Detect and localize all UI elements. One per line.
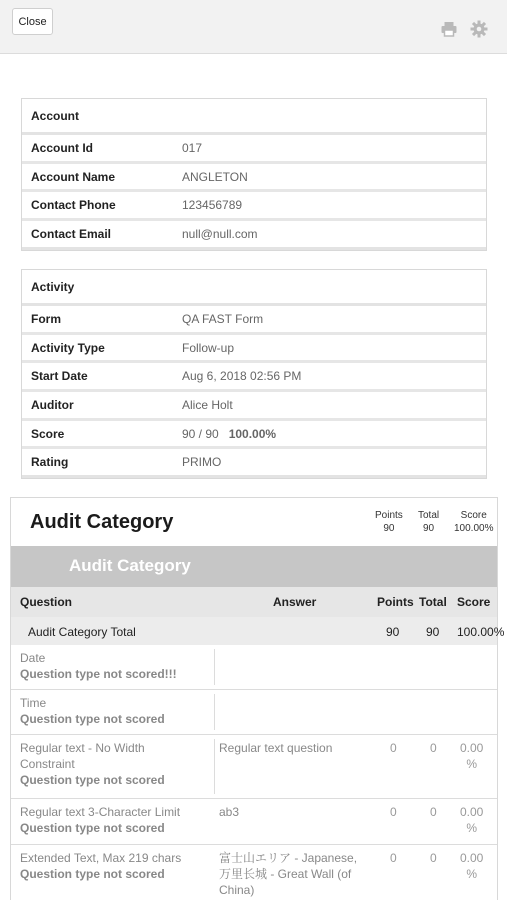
question-text: Regular text 3-Character Limit	[20, 805, 181, 819]
question-row	[11, 845, 497, 900]
total-points: 90	[386, 625, 400, 639]
row-value: PRIMO	[182, 455, 222, 470]
row-label: Contact Email	[31, 226, 112, 241]
summary-score-label: Score	[460, 510, 487, 521]
question-cell	[20, 850, 212, 882]
question-text: Extended Text, Max 219 chars	[20, 851, 182, 865]
account-header: Account	[22, 99, 486, 135]
answer-cell	[219, 850, 369, 898]
category-total-row	[11, 617, 505, 645]
question-note: Question type not scored!!!	[20, 667, 177, 681]
summary-score	[454, 509, 493, 535]
account-row	[22, 221, 486, 250]
row-value: Follow-up	[182, 340, 235, 355]
print-icon[interactable]	[440, 20, 458, 38]
row-value: 017	[182, 140, 203, 155]
col-question: Question	[20, 595, 73, 609]
row-label: Activity Type	[31, 340, 105, 355]
row-value: Aug 6, 2018 02:56 PM	[182, 369, 302, 384]
activity-row	[22, 306, 486, 335]
question-note: Question type not scored	[20, 712, 165, 726]
total-cell: 0	[430, 741, 437, 755]
total-cell: 0	[430, 805, 437, 819]
answer-cell: ab3	[219, 805, 240, 819]
audit-title: Audit Category	[30, 511, 174, 533]
row-label: Account Name	[31, 169, 116, 184]
question-cell	[20, 804, 212, 836]
score-unit: %	[466, 821, 478, 835]
points-cell: 0	[390, 741, 397, 755]
summary-points-label: Points	[375, 510, 403, 521]
question-cell	[20, 695, 212, 727]
question-text: Date	[20, 651, 46, 665]
col-points: Points	[377, 595, 414, 609]
total-total: 90	[426, 625, 440, 639]
question-row	[11, 690, 497, 735]
question-row	[11, 735, 497, 799]
score-value: 0.00	[460, 805, 484, 819]
row-label: Rating	[31, 455, 69, 470]
gear-icon[interactable]	[470, 20, 488, 38]
account-row	[22, 164, 486, 193]
row-value: Alice Holt	[182, 397, 233, 412]
question-row	[11, 645, 497, 690]
activity-row	[22, 335, 486, 364]
answer-cell: Regular text question	[219, 741, 333, 755]
account-row	[22, 135, 486, 164]
summary-total-value: 90	[423, 523, 435, 534]
account-table	[21, 98, 487, 251]
activity-row	[22, 392, 486, 421]
question-row	[11, 799, 497, 845]
col-answer: Answer	[273, 595, 317, 609]
question-cell	[20, 740, 212, 788]
score-percent: 100.00%	[228, 426, 277, 441]
activity-row	[22, 421, 486, 450]
summary-points-value: 90	[383, 523, 395, 534]
answer-line: 富士山エリア - Japanese,	[219, 851, 358, 865]
question-note: Question type not scored	[20, 773, 165, 787]
row-label: Start Date	[31, 369, 88, 384]
points-cell: 0	[390, 851, 397, 865]
row-label: Contact Phone	[31, 198, 116, 213]
points-cell: 0	[390, 805, 397, 819]
question-note: Question type not scored	[20, 867, 165, 881]
score-value: 0.00	[460, 851, 484, 865]
answer-line: 万里长城 - Great Wall (of	[219, 867, 352, 881]
question-text: Constraint	[20, 757, 75, 771]
activity-row	[22, 449, 486, 478]
row-value: 123456789	[182, 198, 243, 213]
column-divider	[214, 694, 215, 730]
score-cell	[460, 804, 483, 836]
summary-score-value: 100.00%	[454, 523, 494, 534]
audit-panel	[10, 497, 505, 900]
row-label: Score	[31, 426, 65, 441]
category-band-title: Audit Category	[69, 556, 191, 575]
row-label: Form	[31, 311, 61, 326]
account-row	[22, 192, 486, 221]
score-value: 0.00	[460, 741, 484, 755]
score-unit: %	[466, 757, 478, 771]
row-value: 90 / 90	[182, 426, 219, 441]
column-divider	[214, 739, 215, 794]
activity-header: Activity	[22, 270, 486, 306]
summary-total-label: Total	[418, 510, 440, 521]
row-value: null@null.com	[182, 226, 258, 241]
question-cell	[20, 650, 212, 682]
column-header-row	[11, 587, 497, 617]
question-note: Question type not scored	[20, 821, 165, 835]
row-label: Account Id	[31, 140, 93, 155]
summary-total	[418, 509, 439, 535]
row-label: Auditor	[31, 397, 74, 412]
score-unit: %	[466, 867, 478, 881]
total-score: 100.00%	[457, 625, 505, 639]
category-band	[11, 546, 497, 587]
answer-line: China)	[219, 883, 255, 897]
col-score: Score	[457, 595, 491, 609]
row-value: ANGLETON	[182, 169, 248, 184]
close-button[interactable]: Close	[12, 8, 53, 35]
score-cell	[460, 850, 483, 882]
question-text: Time	[20, 696, 47, 710]
col-total: Total	[419, 595, 447, 609]
activity-row	[22, 363, 486, 392]
total-label: Audit Category Total	[28, 625, 136, 639]
summary-points	[375, 509, 403, 535]
row-value: QA FAST Form	[182, 311, 264, 326]
top-toolbar	[0, 0, 507, 54]
question-text: Regular text - No Width	[20, 741, 145, 755]
total-cell: 0	[430, 851, 437, 865]
score-cell	[460, 740, 483, 772]
column-divider	[214, 649, 215, 685]
activity-table	[21, 269, 487, 479]
